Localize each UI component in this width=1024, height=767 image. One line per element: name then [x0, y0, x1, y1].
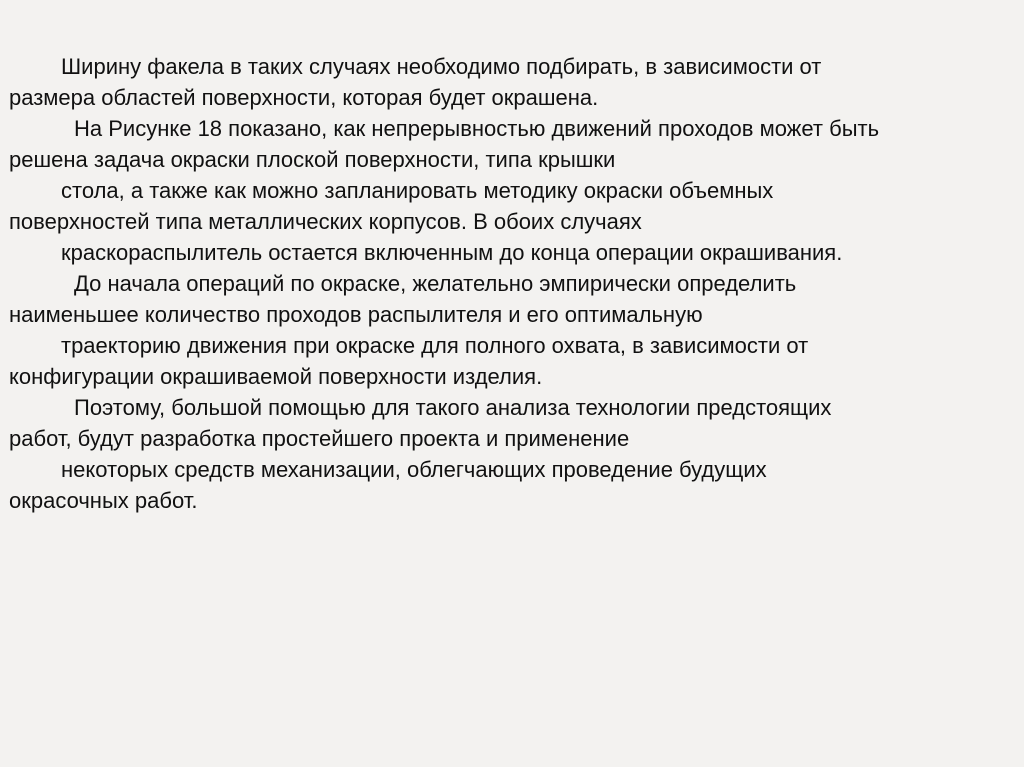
text-line: окрасочных работ.: [9, 488, 198, 513]
text-line: решена задача окраски плоской поверхности, типа крышки: [9, 147, 616, 172]
slide-body-text: [9, 51, 1019, 516]
text-line: До начала операций по окраске, желательно эмпирически определить: [74, 271, 797, 296]
text-line: На Рисунке 18 показано, как непрерывностью движений проходов может быть: [74, 116, 880, 141]
text-line: стола, а также как можно запланировать методику окраски объемных: [61, 178, 774, 203]
text-line: Ширину факела в таких случаях необходимо подбирать, в зависимости от: [61, 54, 822, 79]
text-line: Поэтому, большой помощью для такого анализа технологии предстоящих: [74, 395, 832, 420]
text-line: конфигурации окрашиваемой поверхности изделия.: [9, 364, 543, 389]
text-line: поверхностей типа металлических корпусов. В обоих случаях: [9, 209, 642, 234]
text-line: наименьшее количество проходов распылителя и его оптимальную: [9, 302, 703, 327]
text-line: траекторию движения при окраске для полного охвата, в зависимости от: [61, 333, 809, 358]
text-line: работ, будут разработка простейшего проекта и применение: [9, 426, 630, 451]
text-line: некоторых средств механизации, облегчающих проведение будущих: [61, 457, 767, 482]
text-line: краскораспылитель остается включенным до конца операции окрашивания.: [61, 240, 843, 265]
text-line: размера областей поверхности, которая будет окрашена.: [9, 85, 599, 110]
